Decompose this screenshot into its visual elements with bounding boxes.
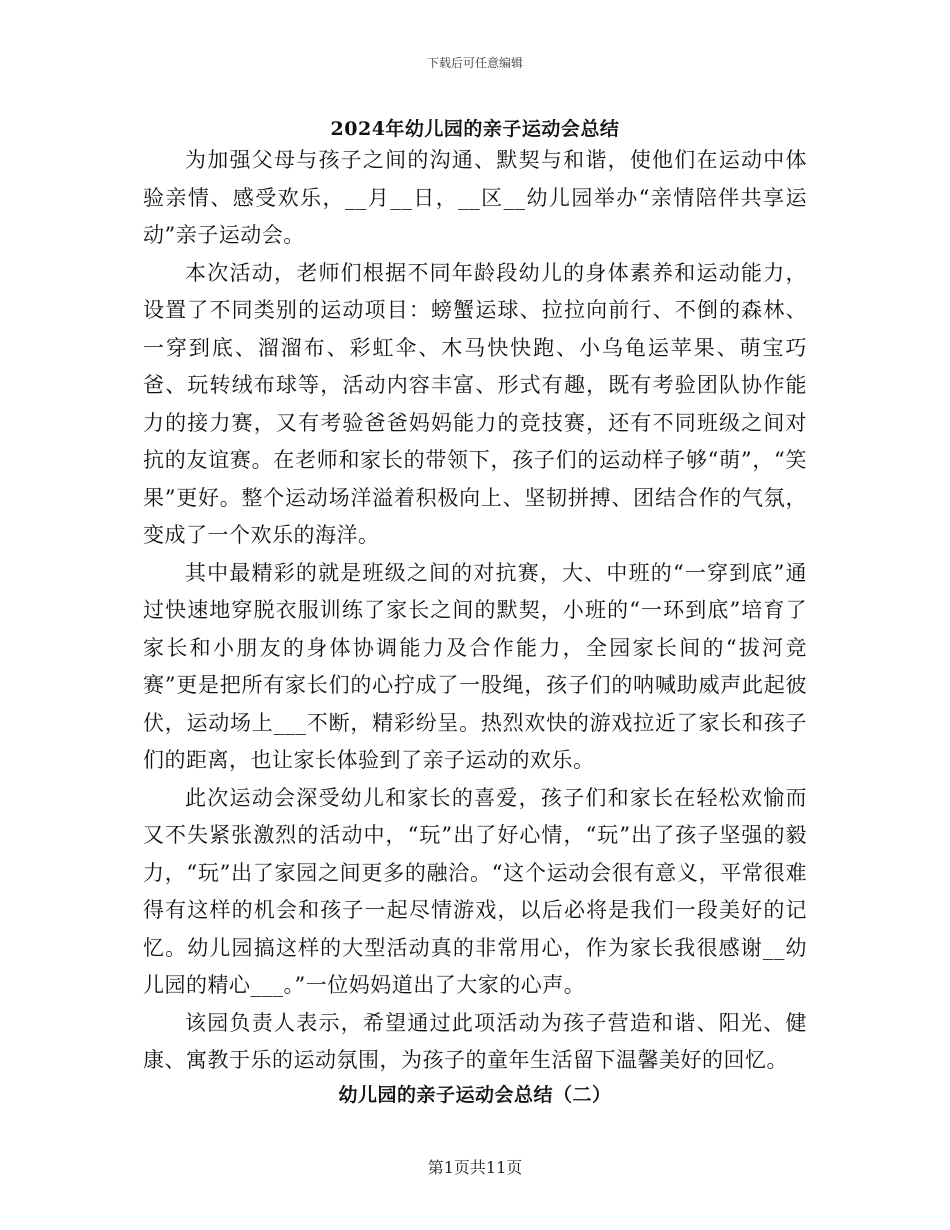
page-header-note: 下载后可任意编辑 [426,56,523,70]
document-title: 2024年幼儿园的亲子运动会总结 [330,118,620,140]
paragraph: 此次运动会深受幼儿和家长的喜爱，孩子们和家长在轻松欢愉而又不失紧张激烈的活动中，“玩”出了好心情，“玩”出了孩子坚强的毅力，“玩”出了家园之间更多的融洽。“这个运动会很有意义，平常很难得有这样的机会和孩子一起尽情游戏，以后必将是我们一段美好的记忆。幼儿园搞这样的大型活动真的非常用心，作为家长我很感谢__幼儿园的精心___。”一位妈妈道出了大家的心声。 [143,785,807,997]
paragraph: 为加强父母与孩子之间的沟通、默契与和谐，使他们在运动中体验亲情、感受欢乐，__月__日，__区__幼儿园举办“亲情陪伴共享运动”亲子运动会。 [143,148,807,247]
page-footer: 第1页共11页 [427,1158,523,1177]
paragraph: 本次活动，老师们根据不同年龄段幼儿的身体素养和运动能力，设置了不同类别的运动项目：螃蟹运球、拉拉向前行、不倒的森林、一穿到底、溜溜布、彩虹伞、木马快快跑、小乌龟运苹果、萌宝巧爸、玩转绒布球等，活动内容丰富、形式有趣，既有考验团队协作能力的接力赛，又有考验爸爸妈妈能力的竞技赛，还有不同班级之间对抗的友谊赛。在老师和家长的带领下，孩子们的运动样子够“萌”，“笑果”更好。整个运动场洋溢着积极向上、坚韧拼搏、团结合作的气氛，变成了一个欢乐的海洋。 [143,260,807,547]
section-subtitle: 幼儿园的亲子运动会总结（二） [338,1084,612,1106]
paragraph: 该园负责人表示，希望通过此项活动为孩子营造和谐、阳光、健康、寓教于乐的运动氛围，为孩子的童年生活留下温馨美好的回忆。 [143,1010,807,1072]
document-body [143,142,807,1080]
paragraph: 其中最精彩的就是班级之间的对抗赛，大、中班的“一穿到底”通过快速地穿脱衣服训练了家长之间的默契，小班的“一环到底”培育了家长和小朋友的身体协调能力及合作能力，全园家长间的“拔河竞赛”更是把所有家长们的心拧成了一股绳，孩子们的呐喊助威声此起彼伏，运动场上___不断，精彩纷呈。热烈欢快的游戏拉近了家长和孩子们的距离，也让家长体验到了亲子运动的欢乐。 [143,560,807,772]
